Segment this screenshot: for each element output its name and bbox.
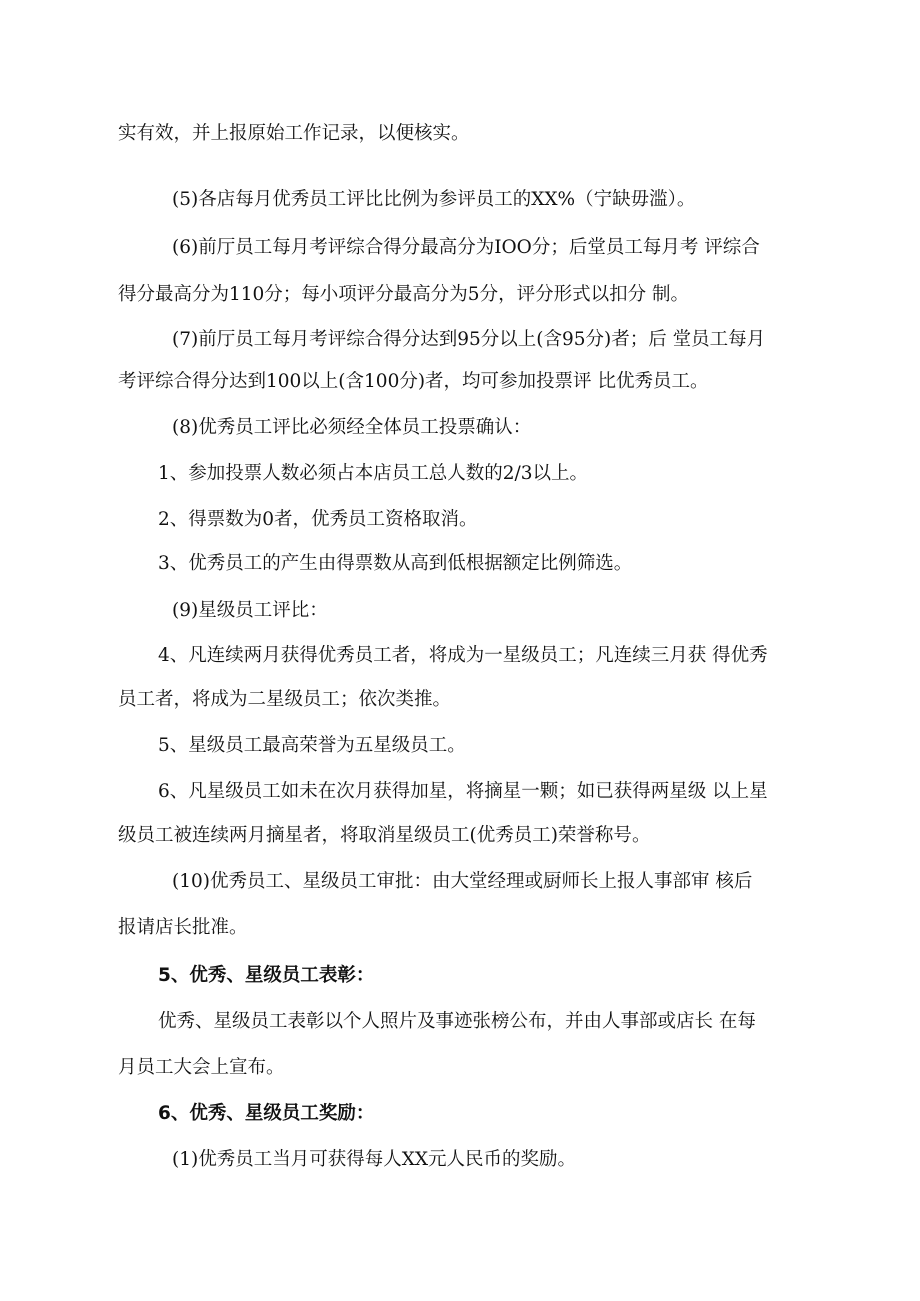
paragraph-line: 员工者，将成为二星级员工；依次类推。	[118, 689, 452, 710]
paragraph-line: (5)各店每月优秀员工评比比例为参评员工的XX%（宁缺毋滥）。	[172, 189, 696, 210]
paragraph-line: 考评综合得分达到100以上(含100分)者，均可参加投票评 比优秀员工。	[118, 371, 709, 392]
paragraph-line: (9)星级员工评比：	[172, 600, 328, 621]
paragraph-line: 月员工大会上宣布。	[118, 1057, 285, 1078]
list-item: 5、星级员工最高荣誉为五星级员工。	[158, 735, 466, 756]
paragraph-line: (6)前厅员工每月考评综合得分最高分为IOO分；后堂员工每月考 评综合	[172, 237, 760, 258]
paragraph-line: (1)优秀员工当月可获得每人XX元人民币的奖励。	[172, 1149, 577, 1170]
list-item: 6、凡星级员工如未在次月获得加星，将摘星一颗；如已获得两星级 以上星	[158, 781, 768, 802]
list-item: 4、凡连续两月获得优秀员工者，将成为一星级员工；凡连续三月获 得优秀	[158, 645, 768, 666]
section-heading: 6、优秀、星级员工奖励：	[158, 1103, 375, 1124]
list-item: 1、参加投票人数必须占本店员工总人数的2/3以上。	[158, 463, 589, 484]
paragraph-line: 级员工被连续两月摘星者，将取消星级员工(优秀员工)荣誉称号。	[118, 825, 651, 846]
paragraph-line: (10)优秀员工、星级员工审批：由大堂经理或厨师长上报人事部审 核后	[172, 871, 753, 892]
list-item: 3、优秀员工的产生由得票数从高到低根据额定比例筛选。	[158, 553, 633, 574]
paragraph-line: 实有效，并上报原始工作记录，以便核实。	[118, 123, 470, 144]
section-heading: 5、优秀、星级员工表彰：	[158, 965, 375, 986]
paragraph-line: (7)前厅员工每月考评综合得分达到95分以上(含95分)者；后 堂员工每月	[172, 329, 766, 350]
paragraph-line: 优秀、星级员工表彰以个人照片及事迹张榜公布，并由人事部或店长 在每	[158, 1011, 756, 1032]
paragraph-line: 得分最高分为110分；每小项评分最高分为5分，评分形式以扣分 制。	[118, 284, 689, 305]
paragraph-line: (8)优秀员工评比必须经全体员工投票确认：	[172, 417, 532, 438]
paragraph-line: 报请店长批准。	[118, 917, 248, 938]
list-item: 2、得票数为0者，优秀员工资格取消。	[158, 509, 478, 530]
